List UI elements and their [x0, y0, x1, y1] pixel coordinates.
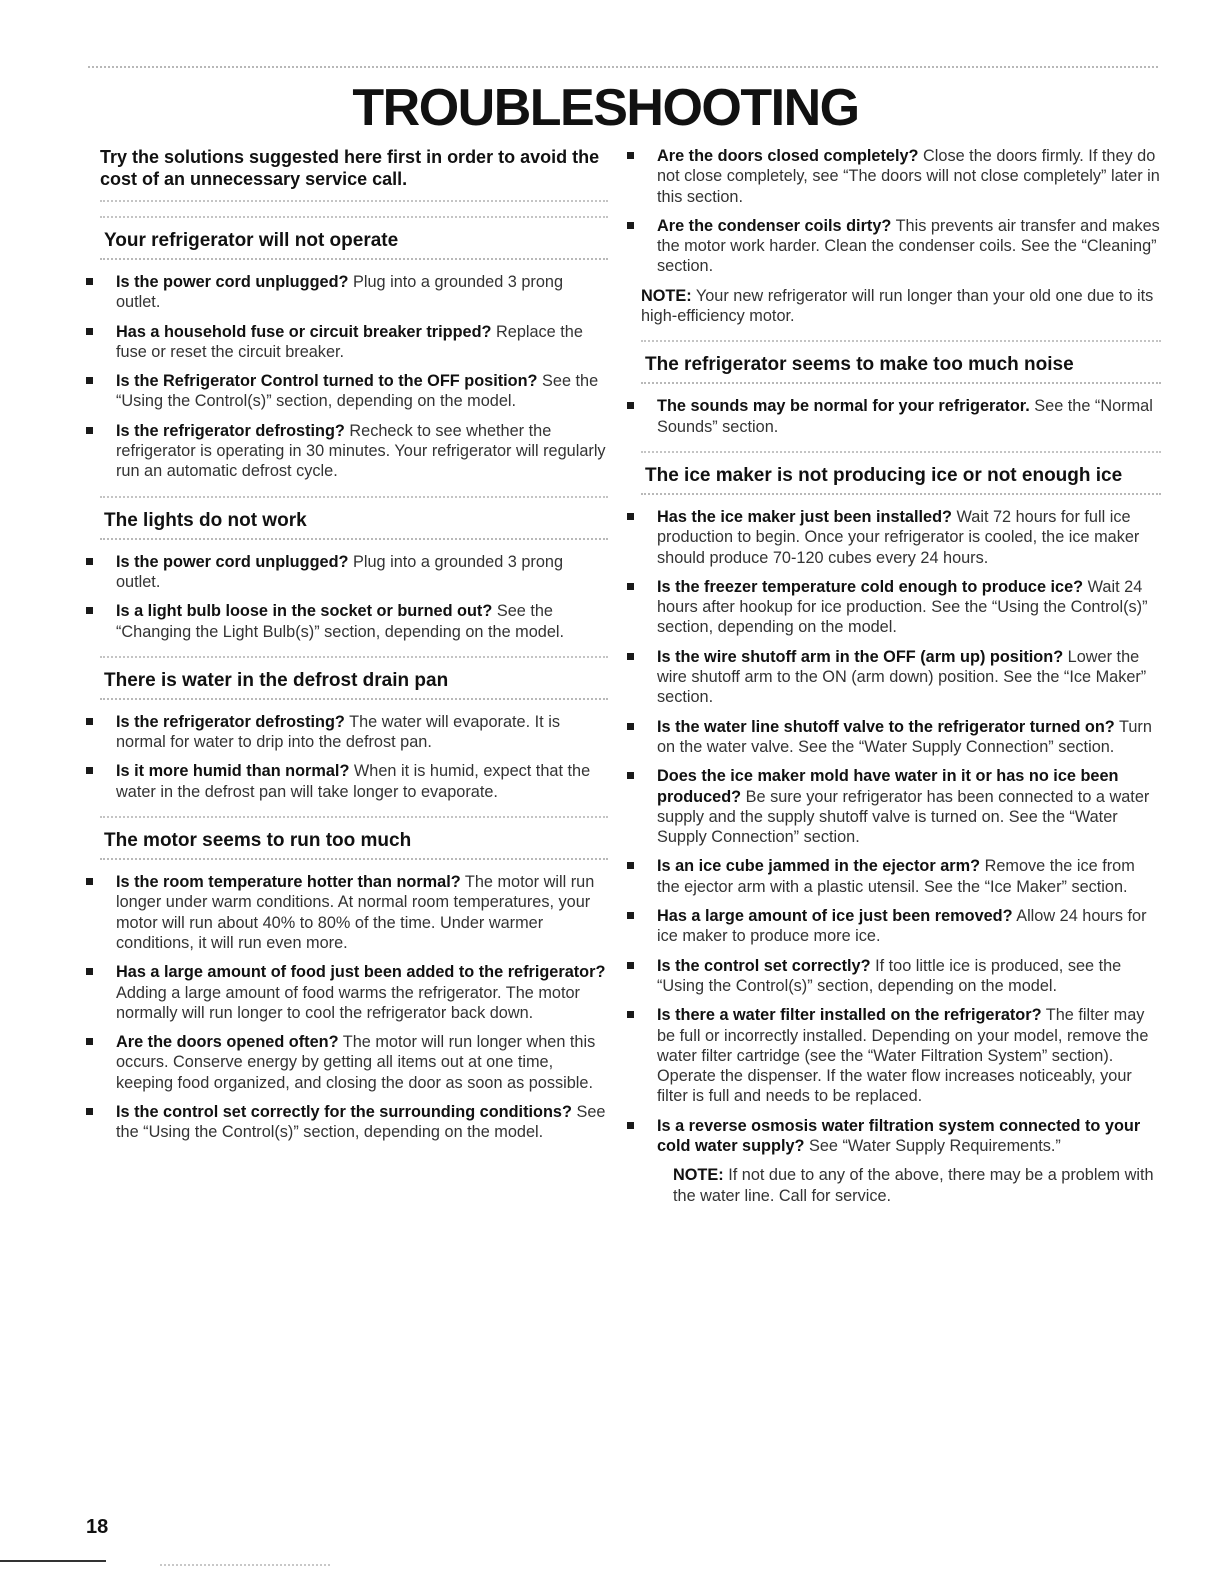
question-text: Is the refrigerator defrosting?: [116, 712, 345, 731]
answer-text: The water will evaporate. It is normal for water to drip into the defrost pan.: [116, 712, 560, 752]
question-text: Has the ice maker just been installed?: [657, 507, 952, 526]
bottom-rule: [0, 1560, 106, 1562]
answer-text: Plug into a grounded 3 prong outlet.: [116, 552, 564, 591]
troubleshooting-section: [100, 496, 608, 642]
list-item: [100, 371, 608, 412]
section-divider: [641, 340, 1161, 384]
list-item: [641, 146, 1161, 207]
section-heading: The motor seems to run too much: [100, 826, 608, 860]
page-title: TROUBLESHOOTING: [352, 79, 859, 137]
section-divider: [100, 216, 608, 260]
troubleshooting-section: [641, 451, 1161, 1156]
square-bullet-icon: [86, 767, 93, 774]
square-bullet-icon: [86, 558, 93, 565]
answer-text: The motor will run longer under warm conditions. At normal room temperatures, your motor will run about 40% to 80% of the time. Under warmer conditions, it will run even more.: [116, 873, 595, 952]
list-item: [641, 507, 1161, 568]
section-list: [100, 272, 608, 482]
troubleshooting-section: [100, 816, 608, 1143]
answer-text: See the “Using the Control(s)” section, depending on the model.: [116, 1103, 606, 1142]
list-item: [100, 601, 608, 642]
top-divider: [88, 66, 1158, 68]
square-bullet-icon: [627, 513, 634, 520]
section-list: [100, 872, 608, 1143]
section-heading: The lights do not work: [100, 506, 608, 540]
square-bullet-icon: [627, 723, 634, 730]
list-item: [100, 552, 608, 593]
question-text: Are the condenser coils dirty?: [657, 216, 892, 235]
list-item: [100, 322, 608, 363]
square-bullet-icon: [86, 427, 93, 434]
intro-text: Try the solutions suggested here first in order to avoid the cost of an unnecessary service call.: [100, 146, 608, 202]
square-bullet-icon: [86, 377, 93, 384]
list-item: [100, 421, 608, 482]
square-bullet-icon: [86, 607, 93, 614]
answer-text: Wait 24 hours after hookup for ice production. See the “Using the Control(s)” section, depending on the model.: [657, 577, 1148, 637]
question-text: Is the freezer temperature cold enough to produce ice?: [657, 577, 1084, 596]
right-sections: [641, 340, 1161, 1156]
section-list: [100, 712, 608, 802]
square-bullet-icon: [86, 328, 93, 335]
left-sections: [100, 216, 608, 1143]
list-item: [641, 396, 1161, 437]
answer-text: If too little ice is produced, see the “Using the Control(s)” section, depending on the model.: [657, 956, 1122, 995]
square-bullet-icon: [627, 1122, 634, 1129]
list-item: [641, 717, 1161, 758]
question-text: Is the Refrigerator Control turned to the OFF position?: [116, 372, 538, 391]
list-item: [100, 761, 608, 802]
list-item: [641, 647, 1161, 708]
square-bullet-icon: [86, 878, 93, 885]
square-bullet-icon: [86, 278, 93, 285]
bottom-dotted-rule: [160, 1564, 330, 1566]
section-heading: The refrigerator seems to make too much noise: [641, 350, 1161, 384]
answer-text: See the “Changing the Light Bulb(s)” section, depending on the model.: [116, 602, 565, 641]
answer-text: Allow 24 hours for ice maker to produce more ice.: [657, 907, 1147, 946]
note-text: If not due to any of the above, there may be a problem with the water line. Call for service.: [673, 1166, 1154, 1205]
square-bullet-icon: [627, 152, 634, 159]
section-divider: [100, 656, 608, 700]
list-item: [641, 906, 1161, 947]
list-item: [100, 872, 608, 953]
answer-text: When it is humid, expect that the water in the defrost pan will take longer to evaporate.: [116, 762, 591, 801]
section-list: [641, 507, 1161, 1156]
square-bullet-icon: [627, 962, 634, 969]
list-item: [100, 1032, 608, 1093]
answer-text: Wait 72 hours for full ice production to begin. Once your refrigerator is cooled, the ice maker should produce 70-120 cubes every 24 hours.: [657, 507, 1140, 567]
question-text: Is the power cord unplugged?: [116, 273, 349, 291]
answer-text: See the “Using the Control(s)” section, depending on the model.: [116, 372, 599, 411]
question-text: Is it more humid than normal?: [116, 762, 350, 781]
square-bullet-icon: [86, 968, 93, 975]
answer-text: Recheck to see whether the refrigerator is operating in 30 minutes. Your refrigerator will regularly run an automatic defrost cycle.: [116, 421, 606, 481]
note-label: NOTE:: [673, 1166, 724, 1185]
page-number: 18: [86, 1516, 109, 1538]
list-item: [100, 962, 608, 1023]
section-heading: The ice maker is not producing ice or not enough ice: [641, 461, 1161, 495]
troubleshooting-section: [100, 216, 608, 482]
question-text: Is a light bulb loose in the socket or burned out?: [116, 602, 493, 621]
question-text: Is the refrigerator defrosting?: [116, 421, 345, 440]
section-heading: There is water in the defrost drain pan: [100, 666, 608, 700]
section-list: [100, 552, 608, 642]
section-list: [641, 396, 1161, 437]
list-item: [100, 272, 608, 313]
question-text: Is there a water filter installed on the refrigerator?: [657, 1006, 1042, 1025]
motor-continued-list: [641, 146, 1161, 277]
answer-text: Plug into a grounded 3 prong outlet.: [116, 273, 564, 312]
square-bullet-icon: [627, 653, 634, 660]
list-item: [641, 577, 1161, 638]
question-text: Is the control set correctly?: [657, 956, 871, 975]
square-bullet-icon: [86, 1038, 93, 1045]
question-text: Has a large amount of food just been added to the refrigerator?: [116, 963, 606, 982]
answer-text: See the “Normal Sounds” section.: [657, 397, 1153, 436]
answer-text: Replace the fuse or reset the circuit breaker.: [116, 322, 583, 361]
question-text: Does the ice maker mold have water in it or has no ice been produced?: [657, 767, 1119, 806]
ice-note: [641, 1165, 1161, 1206]
right-column: [641, 146, 1161, 1218]
square-bullet-icon: [86, 1108, 93, 1115]
square-bullet-icon: [86, 718, 93, 725]
square-bullet-icon: [627, 772, 634, 779]
square-bullet-icon: [627, 912, 634, 919]
question-text: Is the wire shutoff arm in the OFF (arm up) position?: [657, 647, 1064, 666]
square-bullet-icon: [627, 1011, 634, 1018]
section-divider: [641, 451, 1161, 495]
question-text: Has a household fuse or circuit breaker tripped?: [116, 322, 492, 341]
answer-text: The motor will run longer when this occurs. Conserve energy by getting all items out at one time, keeping food organized, and closing the door as soon as possible.: [116, 1033, 596, 1092]
question-text: Is an ice cube jammed in the ejector arm?: [657, 857, 981, 876]
square-bullet-icon: [627, 862, 634, 869]
troubleshooting-section: [641, 340, 1161, 437]
section-divider: [100, 496, 608, 540]
question-text: Is the water line shutoff valve to the refrigerator turned on?: [657, 717, 1115, 736]
list-item: [641, 956, 1161, 997]
question-text: Is the power cord unplugged?: [116, 552, 349, 571]
answer-text: Turn on the water valve. See the “Water Supply Connection” section.: [657, 717, 1152, 756]
question-text: Has a large amount of ice just been removed?: [657, 907, 1013, 926]
answer-text: The filter may be full or incorrectly installed. Depending on your model, remove the water filter cartridge (see the “Water Filtration System” section). Operate the dispenser. If the water flow increases noticeably, your filter is full and needs to be replaced.: [657, 1006, 1149, 1106]
question-text: Is a reverse osmosis water filtration system connected to your cold water supply?: [657, 1116, 1141, 1155]
question-text: Are the doors closed completely?: [657, 147, 919, 165]
troubleshooting-section: [100, 656, 608, 802]
list-item: [641, 1005, 1161, 1106]
list-item: [100, 1102, 608, 1143]
list-item: [641, 216, 1161, 277]
section-heading: Your refrigerator will not operate: [100, 226, 608, 260]
motor-note: [641, 286, 1161, 327]
question-text: Are the doors opened often?: [116, 1033, 339, 1052]
square-bullet-icon: [627, 222, 634, 229]
section-divider: [100, 816, 608, 860]
note-text: Your new refrigerator will run longer than your old one due to its high-efficiency motor.: [641, 286, 1154, 326]
answer-text: Close the doors firmly. If they do not close completely, see “The doors will not close completely” later in this section.: [657, 147, 1160, 206]
square-bullet-icon: [627, 583, 634, 590]
answer-text: Lower the wire shutoff arm to the ON (arm down) position. See the “Ice Maker” section.: [657, 647, 1147, 707]
note-label: NOTE:: [641, 286, 692, 305]
list-item: [100, 712, 608, 753]
answer-text: See “Water Supply Requirements.”: [809, 1136, 1061, 1155]
list-item: [641, 1116, 1161, 1157]
list-item: [641, 856, 1161, 897]
answer-text: Remove the ice from the ejector arm with a plastic utensil. See the “Ice Maker” section.: [657, 857, 1135, 896]
square-bullet-icon: [627, 402, 634, 409]
answer-text: This prevents air transfer and makes the motor work harder. Clean the condenser coils. See the “Cleaning” section.: [657, 216, 1160, 276]
question-text: Is the control set correctly for the surrounding conditions?: [116, 1103, 572, 1122]
answer-text: Be sure your refrigerator has been connected to a water supply and the supply shutoff valve is turned on. See the “Water Supply Connection” section.: [657, 787, 1150, 847]
list-item: [641, 766, 1161, 847]
question-text: The sounds may be normal for your refrigerator.: [657, 397, 1030, 416]
answer-text: Adding a large amount of food warms the refrigerator. The motor normally will run longer to cool the refrigerator back down.: [116, 983, 580, 1022]
question-text: Is the room temperature hotter than normal?: [116, 873, 461, 892]
left-column: [100, 146, 608, 1152]
